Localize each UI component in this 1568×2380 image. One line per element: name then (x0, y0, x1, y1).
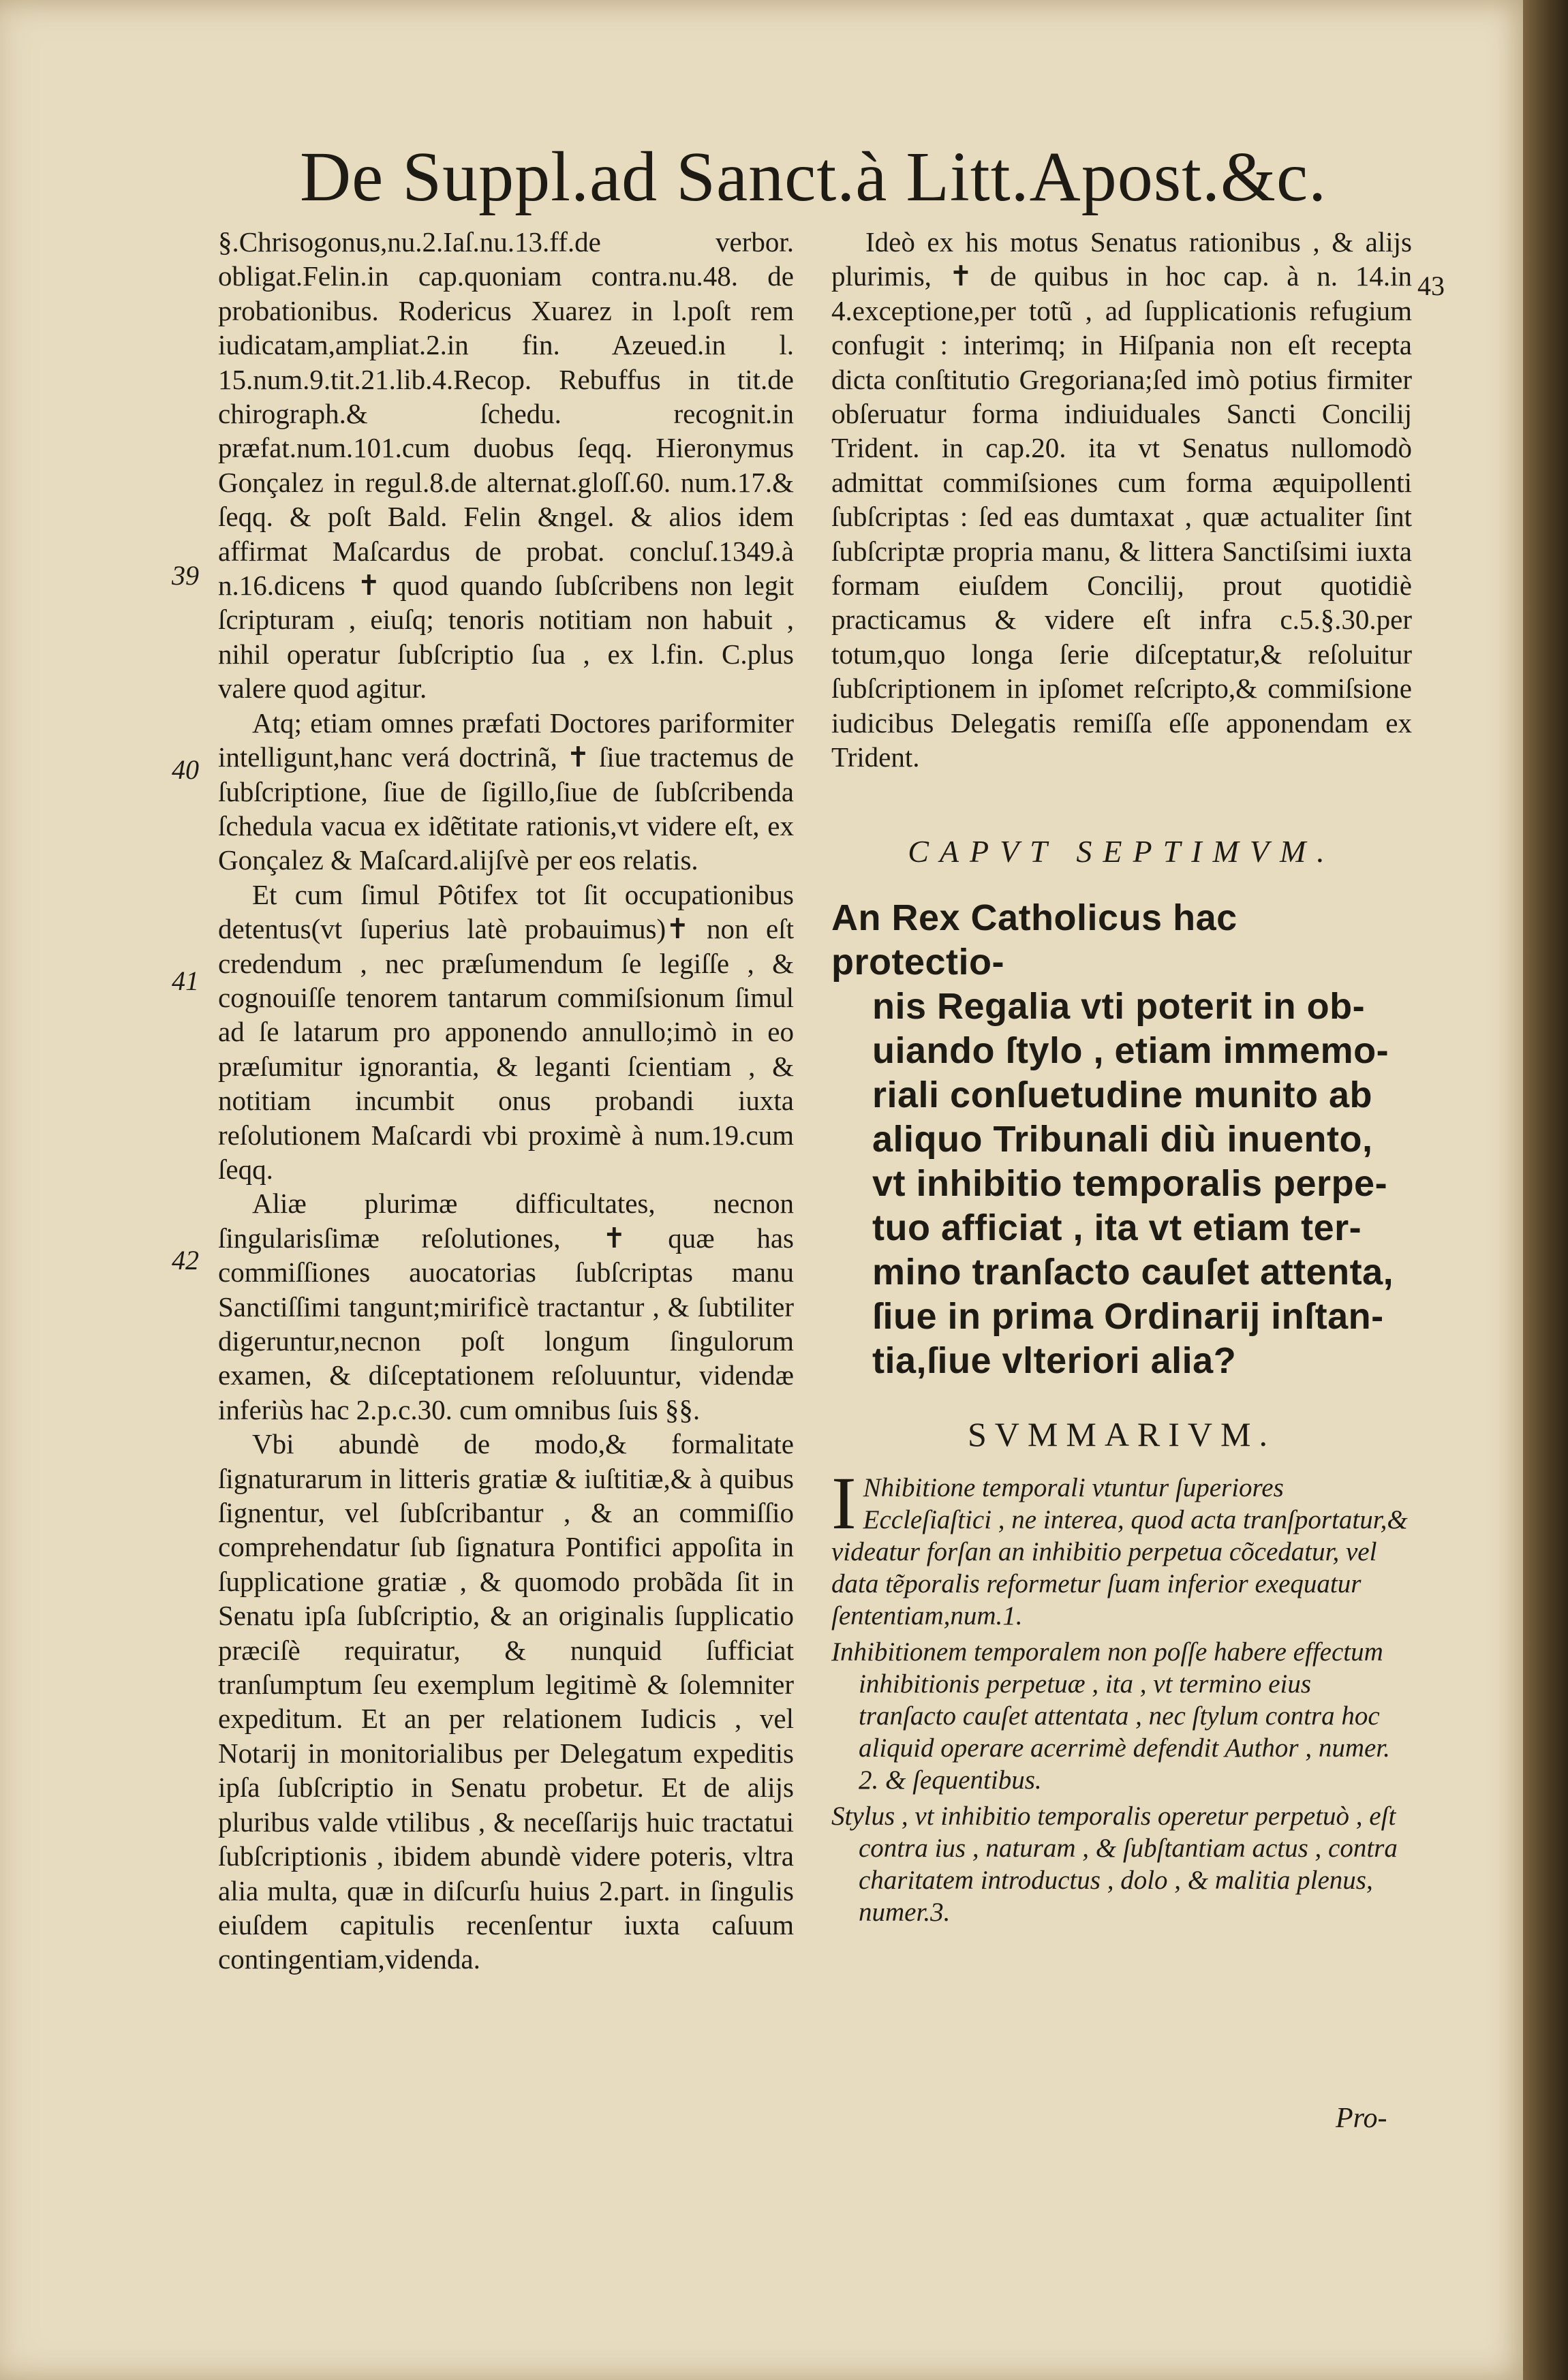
chapter-heading-line: aliquo Tribunali diù inuento, (872, 1118, 1373, 1160)
left-paragraph-5: Vbi abundè de modo,& formalitate ſignaturarum in litteris gratiæ & iuſtitiæ,& à quibus ſignentur, vel ſubſcribantur , & an commiſſio comprehendatur ſub ſignatura Pontifici appoſita in ſupplicatione gratiæ , & quomodo probãda ſit in Senatu ipſa ſubſcriptio, & an originalis ſupplicatio præciſè requiratur, & nunquid ſufficiat tranſumptum ſeu exemplum legitimè & ſolemniter expeditum. Et an per relationem Iudicis , vel Notarij in monitorialibus per Delegatum expeditis ipſa ſubſcriptio in Senatu probetur. Et de alijs pluribus valde vtilibus , & neceſſarijs huic tractatui ſubſcriptionis , ibidem abundè videre poteris, vltra alia multa, quæ in diſcurſu huius 2.part. in ſingulis eiuſdem capitulis recenſentur iuxta caſuum contingentiam,videnda. (218, 1428, 794, 1975)
summary-item (831, 1636, 1412, 1796)
chapter-heading-line: mino tranſacto cauſet attenta, (872, 1251, 1394, 1293)
chapter-title: CAPVT SEPTIMVM. (908, 833, 1336, 869)
chapter-heading-line: ſiue in prima Ordinarij inſtan- (872, 1295, 1384, 1337)
left-paragraph-2: Atq; etiam omnes præfati Doctores pariformiter intelligunt,hanc verá doctrinã, ✝ ſiue tractemus de ſubſcriptione, ſiue de ſigillo,ſiue de ſubſcribenda ſchedula vacua ex idẽtitate rationis,vt videre eſt, ex Gonçalez & Maſcard.alijſvè per eos relatis. (218, 707, 794, 876)
chapter-heading-line: tia,ſiue vlteriori alia? (872, 1340, 1237, 1381)
chapter-heading-line: tuo afficiat , ita vt etiam ter- (872, 1207, 1362, 1248)
left-column (218, 225, 794, 1977)
summary-text: Stylus , vt inhibitio temporalis operetur perpetuò , eſt contra ius , naturam , & ſubſtantiam actus , contra charitatem introductus , dolo , & malitia plenus, numer.3. (831, 1802, 1398, 1928)
summary-title: SVMMARIVM. (967, 1415, 1276, 1453)
left-paragraph-1: §.Chrisogonus,nu.2.Iaſ.nu.13.ff.de verbor. obligat.Felin.in cap.quoniam contra.nu.48. de probationibus. Rodericus Xuarez in l.poſt rem iudicatam,ampliat.2.in fin. Azeued.in l. 15.num.9.tit.21.lib.4.Recop. Rebuffus in tit.de chirograph.& ſchedu. recognit.in præfat.num.101.cum duobus ſeqq. Hieronymus Gonçalez in regul.8.de alternat.gloſſ.60. num.17.& ſeqq. & poſt Bald. Felin &ngel. & alios idem affirmat Maſcardus de probat. concluſ.1349.à n.16.dicens ✝ quod quando ſubſcribens non legit ſcripturam , eiuſq; tenoris notitiam non habuit , nihil operatur ſubſcriptio ſua , ex l.fin. C.plus valere quod agitur. (218, 226, 794, 705)
margin-number: 39 (172, 560, 199, 591)
summary-item (831, 1800, 1412, 1928)
catchword: Pro- (1336, 2103, 1387, 2134)
running-title: De Suppl.ad Sanct.à Litt.Apost.&c. (300, 138, 1327, 216)
left-paragraph-4: Aliæ plurimæ difficultates, necnon ſingularisſimæ reſolutiones, ✝ quæ has commiſſiones auocatorias ſubſcriptas manu Sanctiſſimi tangunt;mirificè tractantur , & ſubtiliter digeruntur,necnon poſt longum ſingulorum examen, & diſceptationem reſoluuntur, videndæ inferiùs hac 2.p.c.30. cum omnibus ſuis §§. (218, 1188, 794, 1425)
chapter-heading-line: riali conſuetudine munito ab (872, 1074, 1373, 1115)
margin-number: 41 (172, 965, 199, 996)
margin-number: 40 (172, 754, 199, 785)
drop-cap: I (831, 1462, 857, 1545)
book-spine-edge (1523, 0, 1568, 2380)
margin-number: 43 (1417, 271, 1445, 301)
right-column (831, 225, 1412, 1932)
margin-number: 42 (172, 1245, 199, 1276)
chapter-heading-line: uiando ſtylo , etiam immemo- (872, 1030, 1389, 1071)
chapter-heading-line: nis Regalia vti poterit in ob- (872, 985, 1366, 1027)
chapter-heading-line: An Rex Catholicus hac protectio- (831, 897, 1238, 983)
chapter-heading (831, 896, 1412, 1383)
right-paragraph: Ideò ex his motus Senatus rationibus , & alijs plurimis, ✝ de quibus in hoc cap. à n. 14.in 4.exceptione,per totũ , ad ſupplicationis refugium confugit : interimq; in Hiſpania non eſt recepta dicta conſtitutio Gregoriana;ſed imò potius firmiter obſeruatur forma indiuiduales Sancti Concilij Trident. in cap.20. ita vt Senatus nullomodò admittat commiſsiones cum forma æquipollenti ſubſcriptas : ſed eas dumtaxat , quæ actualiter ſint ſubſcriptæ propria manu, & littera Sanctiſsimi iuxta formam eiuſdem Concilij, prout quotidiè practicamus & videre eſt infra c.5.§.30.per totum,quo longa ſerie diſceptatur,& reſoluitur ſubſcriptionem in ipſomet reſcripto,& commiſsione iudicibus Delegatis remiſſa eſſe apponendam ex Trident. (831, 226, 1412, 773)
summary-text: Inhibitionem temporalem non poſſe habere effectum inhibitionis perpetuæ , ita , vt termino eius tranſacto cauſet attentata , nec ſtylum contra hoc aliquid operare acerrimè defendit Author , numer. 2. & ſequentibus. (831, 1637, 1390, 1795)
summary-item (831, 1462, 1412, 1632)
summary-text: Nhibitione temporali vtuntur ſuperiores Eccleſiaſtici , ne interea, quod acta tranſportatur,& videatur forſan an inhibitio perpetua cõcedatur, vel data tẽporalis reformetur ſuam inferior exequatur ſententiam,num.1. (831, 1473, 1408, 1631)
left-paragraph-3: Et cum ſimul Pôtifex tot ſit occupationibus detentus(vt ſuperius latè probauimus)✝ non eſt credendum , nec præſumendum ſe legiſſe , & cognouiſſe tenorem tantarum commiſsionum ſimul ad ſe latarum pro apponendo annullo;imò in eo præſumitur ignorantia, & leganti ſcientiam , & notitiam incumbit onus probandi iuxta reſolutionem Maſcardi vbi proximè à num.19.cum ſeqq. (218, 878, 794, 1185)
chapter-heading-line: vt inhibitio temporalis perpe- (872, 1162, 1388, 1204)
